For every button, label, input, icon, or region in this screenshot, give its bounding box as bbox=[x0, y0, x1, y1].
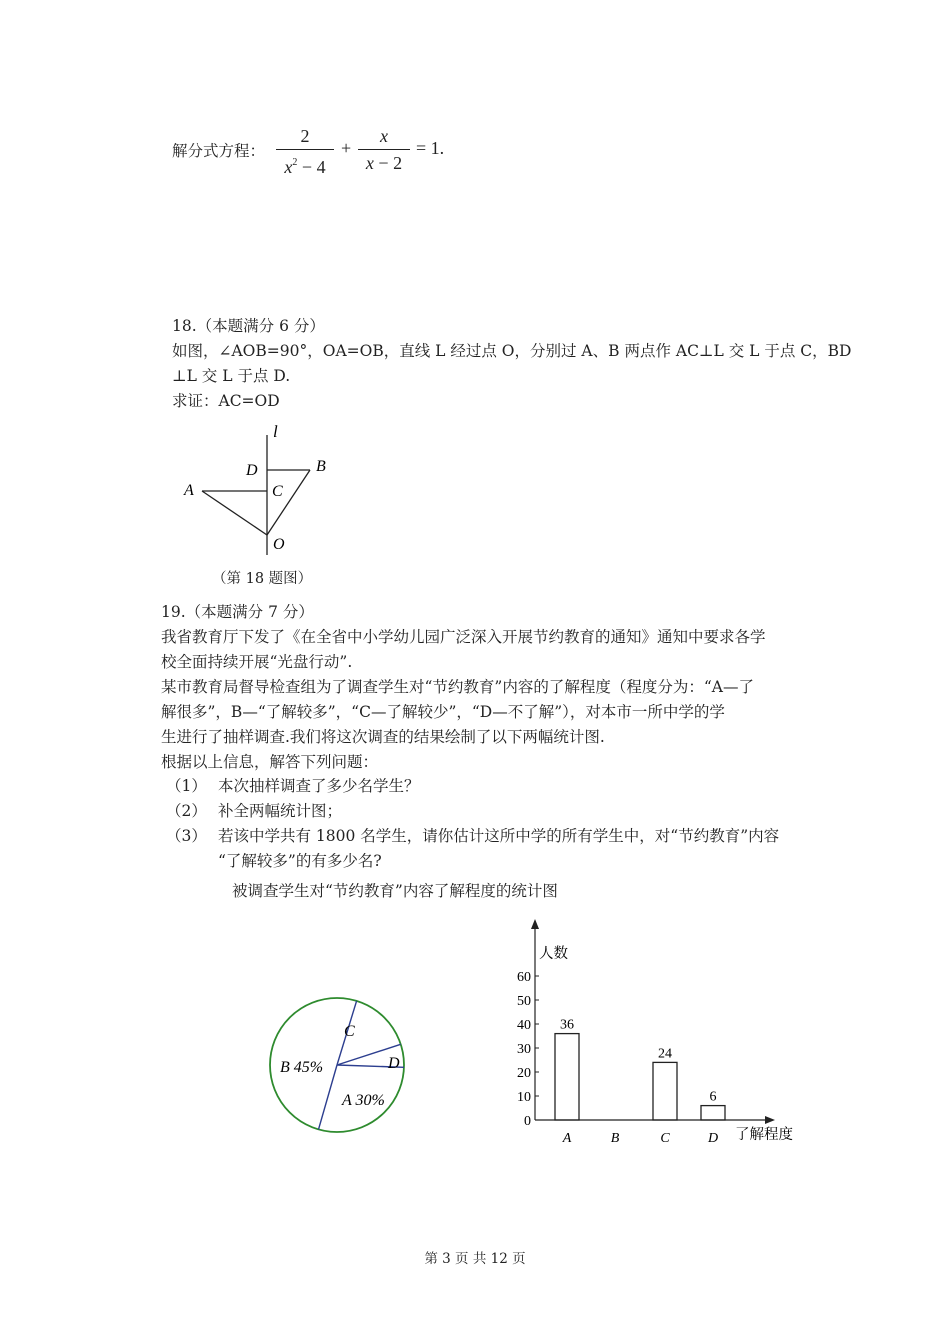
q19-paragraph-6: 根据以上信息，解答下列问题： bbox=[161, 753, 379, 771]
q17-fraction-1 bbox=[276, 125, 334, 178]
q18-line-3: 求证：AC=OD bbox=[172, 392, 280, 410]
segment-ao bbox=[202, 491, 267, 535]
q18-caption: （第 18 题图） bbox=[212, 571, 313, 587]
q19-paragraph-3: 某市教育局督导检查组为了调查学生对“节约教育”内容的了解程度（程度分为：“A—了 bbox=[161, 678, 754, 696]
pie-chart bbox=[260, 990, 430, 1140]
q17-fraction-2 bbox=[358, 125, 410, 174]
label-b: B bbox=[316, 458, 326, 475]
q18-geometry-figure bbox=[170, 415, 350, 565]
y-tick-label: 20 bbox=[517, 1066, 531, 1081]
pie-label-b: B 45% bbox=[280, 1059, 324, 1076]
q19-item-2-text: 补全两幅统计图； bbox=[218, 802, 343, 820]
q18-line-1: 如图，∠AOB=90°，OA=OB，直线 L 经过点 O，分别过 A、B 两点作 AC⊥L 交 L 于点 C，BD bbox=[172, 342, 852, 360]
q19-item-1-number: （1） bbox=[166, 777, 207, 795]
x-axis-arrow bbox=[765, 1116, 775, 1124]
pie-label-d: D bbox=[388, 1055, 400, 1072]
y-tick-label: 30 bbox=[517, 1042, 531, 1057]
label-a: A bbox=[184, 482, 194, 499]
y-axis-arrow bbox=[531, 919, 539, 929]
bar-d bbox=[701, 1106, 725, 1120]
x-category-label-a: A bbox=[562, 1131, 572, 1146]
y-tick-label: 0 bbox=[524, 1114, 531, 1129]
y-tick-label: 50 bbox=[517, 994, 531, 1009]
q19-paragraph-5: 生进行了抽样调查.我们将这次调查的结果绘制了以下两幅统计图. bbox=[161, 728, 605, 746]
q17-plus: + bbox=[341, 138, 352, 158]
q19-item-3-number: （3） bbox=[166, 827, 207, 845]
x-axis-label: 了解程度 bbox=[735, 1127, 793, 1143]
q18-header: 18.（本题满分 6 分） bbox=[172, 317, 325, 335]
q19-paragraph-2: 校全面持续开展“光盘行动”. bbox=[161, 653, 353, 671]
bar-c bbox=[653, 1062, 677, 1120]
y-axis-label: 人数 bbox=[539, 946, 568, 962]
label-c: C bbox=[272, 483, 283, 500]
x-category-label-b: B bbox=[610, 1131, 620, 1146]
x-category-label-d: D bbox=[707, 1131, 719, 1146]
y-tick-label: 60 bbox=[517, 970, 531, 985]
bar-value-label-c: 24 bbox=[658, 1046, 672, 1062]
bar-value-label-a: 36 bbox=[560, 1017, 574, 1033]
q19-item-3-continued: “了解较多”的有多少名? bbox=[218, 852, 382, 870]
bar-a bbox=[555, 1034, 579, 1120]
q19-paragraph-4: 解很多”，B—“了解较多”，“C—了解较少”，“D—不了解”），对本市一所中学的学 bbox=[161, 703, 725, 721]
q19-header: 19.（本题满分 7 分） bbox=[161, 603, 314, 621]
bar-value-label-d: 6 bbox=[709, 1089, 717, 1105]
q19-paragraph-1: 我省教育厅下发了《在全省中小学幼儿园广泛深入开展节约教育的通知》通知中要求各学 bbox=[161, 628, 766, 646]
pie-label-c: C bbox=[344, 1023, 355, 1040]
label-d: D bbox=[246, 462, 258, 479]
q17-frac1-denominator: $x^2 - 4$ bbox=[284, 157, 326, 177]
label-o: O bbox=[273, 536, 285, 553]
y-tick-label: 40 bbox=[517, 1018, 531, 1033]
bar-chart bbox=[505, 915, 805, 1150]
q17-rhs: = 1. bbox=[416, 138, 445, 158]
segment-bo bbox=[267, 470, 310, 535]
y-tick-label: 10 bbox=[517, 1090, 531, 1105]
q19-item-2-number: （2） bbox=[166, 802, 207, 820]
q19-item-3-text: 若该中学共有 1800 名学生，请你估计这所中学的所有学生中，对“节约教育”内容 bbox=[218, 827, 780, 845]
q17-frac1-numerator: 2 bbox=[300, 126, 310, 146]
label-l: l bbox=[273, 422, 278, 441]
q17-label: 解分式方程： bbox=[172, 142, 266, 160]
page-footer: 第 3 页 共 12 页 bbox=[424, 1251, 526, 1267]
pie-label-a: A 30% bbox=[342, 1092, 385, 1109]
x-category-label-c: C bbox=[660, 1131, 670, 1146]
q17-frac2-numerator: x bbox=[380, 126, 388, 146]
q18-line-2: ⊥L 交 L 于点 D. bbox=[172, 367, 291, 385]
q19-item-1-text: 本次抽样调查了多少名学生？ bbox=[218, 777, 420, 795]
chart-title: 被调查学生对“节约教育”内容了解程度的统计图 bbox=[232, 882, 558, 900]
q17-frac2-denominator: x − 2 bbox=[365, 153, 403, 173]
